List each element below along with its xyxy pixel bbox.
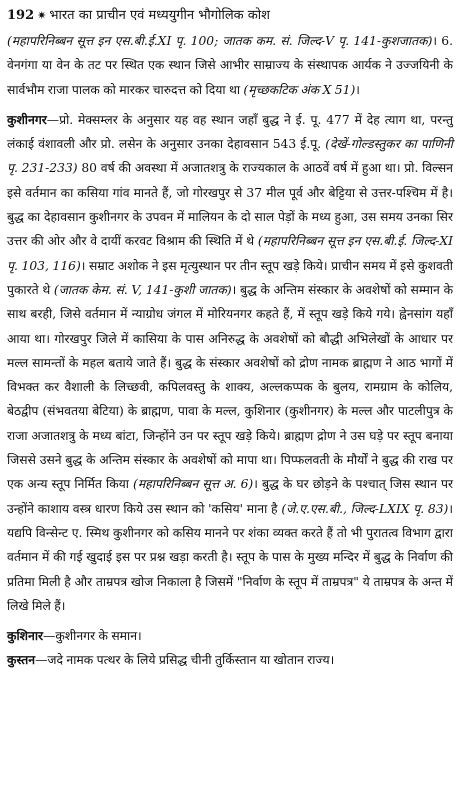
entry-text: । बुद्ध के घर छोड़ने के पश्चात् जिस स्थान पर उन्होंने काशाय वस्त्र धारण किये उस स्थान को 'कसिय' माना है: [7, 477, 453, 516]
entry-text: । सम्राट अशोक ने इस मृत्युस्थान पर तीन स्तूप खड़े किये। प्राचीन समय में इसे कुशवती पुकारते थे: [7, 258, 453, 297]
citation: (महापरिनिब्बन सूत्त इन एस.बी.ई.XI पृ. 100; जातक कम. सं. जिल्द-V पृ. 141-कुशजातक): [7, 34, 433, 48]
entry-text: । यद्यपि विन्सेन्ट ए. स्मिथ कुशीनगर को कसिय मानने पर शंका व्यक्त करते हैं तो भी पुरातत्व विभाग द्वारा वर्तमान में की गई खुदाई इस पर प्रश्न खड़ा करती है। स्तूप के पास के मुख्य मन्दिर में बुद्ध के निर्वाण की प्रतिमा मिली है और ताम्रपत्र खोज निकाला है जिसमें "निर्वाण के स्तूप में ताम्रपत्र" ये ताम्रपत्र के अन्त में लिखे मिले हैं।: [7, 501, 453, 613]
entry-paragraph: [7, 624, 453, 648]
entry-kushinar: [7, 624, 453, 648]
entry-text: 80 वर्ष की अवस्था में अजातशत्रु के राज्यकाल के आठवें वर्ष में हुआ था। प्रो. विल्सन इसे वर्तमान का कसिया गांव मानते हैं, जो गोरखपुर से 37 मील पूर्व और बेट्टिया से उत्तर-पश्चिम में है। बुद्ध का देहावसान कुशीनगर के उपवन में मालियन के दो साल पेड़ों के मध्य हुआ, उस समय उनका सिर उत्तर की ओर और वे दायीं करवट विश्राम की स्थिति में थे: [7, 161, 453, 249]
continuation-paragraph: [7, 29, 453, 102]
entry-text: —कुशीनगर के समान।: [43, 629, 142, 644]
entry-kustan: [7, 648, 453, 672]
headword: कुशिनार: [7, 628, 44, 644]
page-header: [7, 7, 453, 29]
entry-paragraph: [7, 108, 453, 618]
entry-text: —जदे नामक पत्थर के लिये प्रसिद्ध चीनी तुर्किस्तान या खोतान राज्य।: [35, 653, 335, 668]
headword: कुस्तन: [7, 652, 36, 668]
headword: कुशीनगर: [7, 111, 47, 127]
citation: (मृच्छकटिक अंक X 51): [243, 82, 356, 97]
citation: (महापरिनिब्बन सूत्त इन एस.बी.ई. जिल्द-XI पृ. 103, 116): [7, 234, 453, 273]
running-title: भारत का प्राचीन एवं मध्ययुगीन भौगोलिक कोश: [49, 8, 270, 23]
star-icon: ✷: [37, 9, 47, 22]
entry-paragraph: [7, 648, 453, 672]
citation: (जातक केम. सं. V, 141-कुशी जातक): [53, 282, 232, 297]
entry-text: । बुद्ध के अन्तिम संस्कार के अवशेषों को सम्मान के साथ बरही, जिसे वर्तमान में न्याग्रोध जंगल में मोरियनगर कहते हैं, में स्तूप खड़े किये गये। ह्वेनसांग यहाँ आया था। गोरखपुर जिले में कासिया के पास अनिरुद्ध के अवशेषों को बौद्धी अभिलेखों के आधार पर मल्ल सामन्तों के महल बताये जाते हैं। बुद्ध के संस्कार अवशेषों को द्रोण नामक ब्राह्मण ने आठ भागों में विभक्त कर वैशाली के लिच्छवी, कपिलवस्तु के शाक्य, अल्लकप्पक के बुलय, रामग्राम के कोलिय, बेठद्वीप (संभवतया बेटिया) के ब्राह्मण, पावा के मल्ल, कुशिनार (कुशीनगर) के मल्ल और पाटलीपुत्र के राजा अजातशत्रु के मध्य बांटा, जिन्होंने उन पर स्तूप खड़े किये। ब्राह्मण द्रोण ने उस घड़े पर स्तूप बनाया जिससे उसने बुद्ध के अन्तिम संस्कार के अवशेषों को मापा था। पिप्फलवती के मौर्यों ने बुद्ध की राख पर एक अन्य स्तूप निर्मित किया: [7, 282, 454, 492]
entry-text: । 6. वेनगंगा या वेन के तट पर स्थित एक स्थान जिसे आभीर साम्राज्य के संस्थापक आर्यक ने उज्जयिनी के सार्वभौम राजा पालक को मारकर चारुदत्त को दिया था: [7, 34, 453, 97]
entry-text: —प्रो. मेक्सम्लर के अनुसार यह वह स्थान जहाँ बुद्ध ने ई. पू. 477 में देह त्याग था, परन्तु लंकाई वंशावली और प्रो. लसेन के अनुसार उनका देहावसान 543 ई.पू.: [7, 112, 453, 152]
citation: (देखें-गोल्डस्तुकर का पाणिनी पृ. 231-233): [7, 137, 453, 176]
entry-text: ।: [355, 82, 360, 97]
citation: (महापरिनिब्बन सूत्त अ. 6): [133, 477, 254, 492]
citation: (जे.ए.एस.बी., जिल्द-LXIX पृ. 83): [281, 501, 449, 516]
page-number: 192: [7, 8, 35, 23]
entry-kushinagar: [7, 108, 453, 618]
continuation-entry: [7, 29, 453, 102]
